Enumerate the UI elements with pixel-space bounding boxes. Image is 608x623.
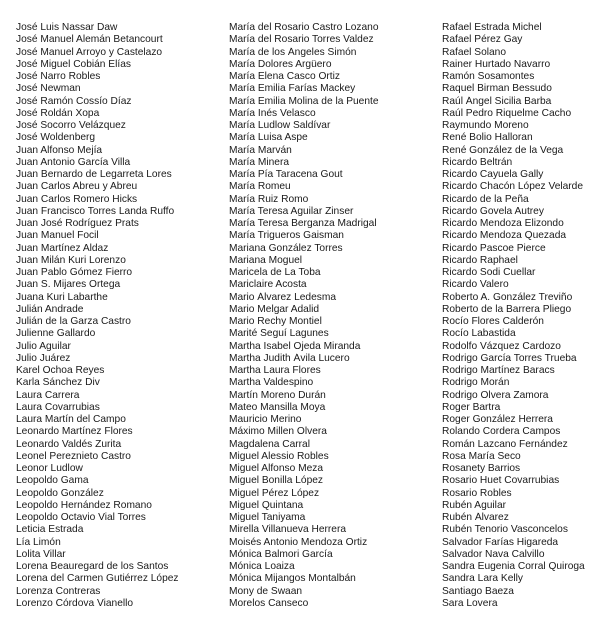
name-entry: Mónica Loaiza: [229, 561, 295, 572]
name-entry: Leonor Ludlow: [16, 463, 83, 474]
name-entry: Juan Alfonso Mejía: [16, 144, 103, 156]
name-entry: José Miguel Cobián Elías: [16, 58, 131, 70]
name-entry: Julienne Gallardo: [16, 328, 96, 340]
name-entry: Lolita Villar: [16, 548, 66, 560]
name-entry: Miguel Quintana: [229, 499, 304, 511]
name-entry: Salvador Nava Calvillo: [442, 548, 545, 560]
name-entry: Juan S. Mijares Ortega: [16, 279, 121, 291]
name-entry: José Ramón Cossío Díaz: [16, 95, 132, 107]
name-entry: Juan José Rodríguez Prats: [16, 218, 139, 229]
name-entry: Mario Melgar Adalid: [229, 303, 320, 315]
name-entry: José Manuel Arroyo y Castelazo: [16, 46, 163, 58]
name-entry: Martín Moreno Durán: [229, 389, 326, 401]
name-entry: José Newman: [16, 83, 81, 95]
name-entry: Marité Seguí Lagunes: [229, 328, 329, 340]
name-entry: Ricardo Mendoza Elizondo: [442, 218, 564, 229]
name-entry: Ricardo Pascoe Pierce: [442, 242, 546, 254]
name-entry: Rodrigo Martínez Baracs: [442, 365, 555, 376]
name-entry: Rubén Álvarez: [442, 512, 509, 523]
name-entry: Raquel Birman Bessudo: [442, 83, 552, 95]
name-entry: Roberto A. González Treviño: [442, 291, 573, 303]
name-entry: René González de la Vega: [442, 144, 564, 156]
name-entry: María Marván: [229, 144, 292, 156]
name-entry: Rainer Hurtado Navarro: [442, 58, 551, 70]
name-entry: Rodrigo García Torres Trueba: [442, 352, 577, 364]
name-entry: Karla Sánchez Div: [16, 377, 100, 389]
name-entry: Rosario Huet Covarrubias: [442, 475, 560, 487]
name-entry: José Luis Nassar Daw: [16, 22, 118, 33]
name-entry: Rosa María Seco: [442, 450, 521, 462]
name-entry: Roger González Herrera: [442, 414, 553, 425]
name-entry: María Teresa Berganza Madrigal: [229, 218, 377, 229]
name-entry: Juan Carlos Abreu y Abreu: [16, 181, 138, 193]
name-entry: Rosanety Barrios: [442, 463, 521, 474]
name-entry: Raymundo Moreno: [442, 120, 529, 131]
name-entry: Mony de Swaan: [229, 585, 303, 597]
name-entry: María del Rosario Torres Valdez: [229, 34, 374, 46]
name-entry: Ricardo Cayuela Gally: [442, 169, 544, 180]
name-column-3: [442, 22, 608, 610]
name-entry: Juan Pablo Gómez Fierro: [16, 267, 133, 278]
name-entry: Martha Judith Ávila Lucero: [229, 352, 350, 364]
name-entry: Rafael Pérez Gay: [442, 34, 523, 46]
name-entry: Rafael Solano: [442, 46, 507, 58]
name-entry: María Ruiz Romo: [229, 193, 309, 205]
name-entry: José Roldán Xopa: [16, 107, 100, 119]
name-entry: Laura Martín del Campo: [16, 414, 126, 425]
name-entry: Magdalena Carral: [229, 438, 310, 450]
name-entry: Mariana Moguel: [229, 254, 303, 266]
name-entry: Leonardo Valdés Zurita: [16, 438, 122, 450]
name-entry: Lorena del Carmen Gutiérrez López: [16, 573, 179, 585]
name-entry: Roberto de la Barrera Pliego: [442, 303, 572, 315]
name-entry: Ricardo Chacón López Velarde: [442, 181, 584, 193]
name-entry: Rosario Robles: [442, 487, 512, 499]
name-entry: Juan Francisco Torres Landa Ruffo: [16, 205, 175, 217]
name-column-2: [229, 22, 434, 610]
name-entry: Ricardo Mendoza Quezada: [442, 230, 567, 242]
name-entry: Rolando Cordera Campos: [442, 426, 561, 438]
name-entry: Ricardo Govela Autrey: [442, 205, 544, 217]
name-entry: Ramón Sosamontes: [442, 71, 535, 82]
name-entry: Mariana González Torres: [229, 242, 343, 254]
name-entry: María Luisa Aspe: [229, 132, 308, 144]
name-entry: Juan Bernardo de Legarreta Lores: [16, 169, 172, 180]
name-entry: Ricardo Raphael: [442, 254, 518, 266]
name-entry: Julián de la Garza Castro: [16, 316, 131, 327]
name-entry: María Emilia Molina de la Puente: [229, 95, 379, 107]
name-entry: Mateo Mansilla Moya: [229, 401, 326, 413]
name-entry: Román Lazcano Fernández: [442, 438, 568, 450]
name-entry: Raúl Pedro Riquelme Cacho: [442, 107, 572, 119]
name-entry: José Woldenberg: [16, 132, 96, 144]
name-entry: María Pía Taracena Gout: [229, 169, 343, 180]
name-entry: José Manuel Alemán Betancourt: [16, 34, 163, 46]
name-entry: Mariclaire Acosta: [229, 279, 307, 291]
name-entry: Moisés Antonio Mendoza Ortiz: [229, 536, 368, 548]
name-entry: Mónica Balmori García: [229, 548, 333, 560]
name-entry: Rubén Tenorio Vasconcelos: [442, 524, 568, 536]
name-entry: Leopoldo Hernández Romano: [16, 499, 152, 511]
name-column-1: [16, 22, 221, 610]
name-entry: Karel Ochoa Reyes: [16, 365, 105, 376]
name-entry: Rodolfo Vázquez Cardozo: [442, 340, 561, 352]
name-entry: Sandra Lara Kelly: [442, 573, 523, 585]
name-entry: Sandra Eugenia Corral Quiroga: [442, 561, 585, 572]
name-entry: Rodrigo Morán: [442, 377, 510, 389]
name-entry: María Inés Velasco: [229, 107, 316, 119]
name-entry: Lorena Beauregard de los Santos: [16, 561, 169, 572]
name-entry: Mónica Mijangos Montalbán: [229, 573, 356, 585]
name-entry: Roger Bartra: [442, 401, 501, 413]
name-entry: Rafael Estrada Michel: [442, 22, 542, 33]
name-entry: Ricardo Beltrán: [442, 156, 513, 168]
name-entry: Leticia Estrada: [16, 524, 84, 536]
name-entry: Leopoldo Gama: [16, 475, 89, 487]
name-entry: Leonel Pereznieto Castro: [16, 450, 131, 462]
name-entry: Leonardo Martínez Flores: [16, 426, 133, 438]
name-entry: Lorenza Contreras: [16, 585, 101, 597]
name-entry: Juan Antonio García Villa: [16, 156, 131, 168]
name-entry: Miguel Alessio Robles: [229, 450, 329, 462]
name-entry: Juana Kuri Labarthe: [16, 291, 108, 303]
name-entry: Martha Valdespino: [229, 377, 314, 389]
name-entry: Morelos Canseco: [229, 597, 309, 609]
name-entry: Miguel Bonilla López: [229, 475, 324, 487]
name-entry: Julio Aguilar: [16, 340, 71, 352]
name-entry: Raúl Ángel Sicilia Barba: [442, 95, 552, 107]
name-entry: Laura Covarrubias: [16, 401, 100, 413]
name-entry: Lorenzo Córdova Vianello: [16, 597, 134, 609]
name-entry: Sara Lovera: [442, 597, 498, 609]
name-entry: José Socorro Velázquez: [16, 120, 126, 131]
name-entry: María Dolores Argüero: [229, 58, 332, 70]
name-entry: Miguel Pérez López: [229, 487, 320, 499]
name-entry: Salvador Farías Higareda: [442, 536, 559, 548]
name-entry: José Narro Robles: [16, 71, 101, 82]
name-entry: María de los Ángeles Simón: [229, 46, 357, 58]
name-entry: Juan Martínez Aldaz: [16, 242, 109, 254]
name-entry: René Bolio Halloran: [442, 132, 533, 144]
name-entry: Mario Álvarez Ledesma: [229, 291, 337, 303]
name-entry: María Emilia Farías Mackey: [229, 83, 356, 95]
name-entry: María Romeu: [229, 181, 291, 193]
name-entry: María Teresa Aguilar Zinser: [229, 205, 354, 217]
name-entry: Juan Manuel Focil: [16, 230, 99, 242]
name-entry: Leopoldo González: [16, 487, 104, 499]
name-entry: Maricela de La Toba: [229, 267, 321, 278]
name-entry: Julio Juárez: [16, 352, 71, 364]
name-entry: Juan Milán Kuri Lorenzo: [16, 254, 126, 266]
name-entry: María Ludlow Saldívar: [229, 120, 331, 131]
name-entry: Rocío Flores Calderón: [442, 316, 544, 327]
name-entry: Laura Carrera: [16, 389, 80, 401]
name-entry: Rodrigo Olvera Zamora: [442, 389, 549, 401]
name-entry: Ricardo de la Peña: [442, 193, 529, 205]
name-entry: María Trigueros Gaisman: [229, 230, 344, 242]
name-entry: Mauricio Merino: [229, 414, 302, 425]
name-entry: Ricardo Valero: [442, 279, 509, 291]
name-entry: Juan Carlos Romero Hicks: [16, 193, 138, 205]
name-entry: Julián Andrade: [16, 303, 84, 315]
name-entry: Rubén Aguilar: [442, 499, 506, 511]
name-entry: Miguel Alfonso Meza: [229, 463, 323, 474]
name-entry: Martha Isabel Ojeda Miranda: [229, 340, 361, 352]
name-entry: Máximo Millen Olvera: [229, 426, 327, 438]
name-entry: Santiago Baeza: [442, 585, 514, 597]
name-entry: Leopoldo Octavio Vial Torres: [16, 512, 146, 523]
name-entry: Mirella Villanueva Herrera: [229, 524, 347, 536]
name-entry: Mario Rechy Montiel: [229, 316, 322, 327]
name-entry: Rocío Labastida: [442, 328, 516, 340]
name-entry: María Minera: [229, 156, 290, 168]
name-entry: Ricardo Sodi Cuellar: [442, 267, 536, 278]
name-entry: María Elena Casco Ortiz: [229, 71, 340, 82]
name-entry: Lía Limón: [16, 536, 61, 548]
name-entry: María del Rosario Castro Lozano: [229, 22, 379, 33]
name-entry: Martha Laura Flores: [229, 365, 321, 376]
name-entry: Miguel Taniyama: [229, 512, 306, 523]
